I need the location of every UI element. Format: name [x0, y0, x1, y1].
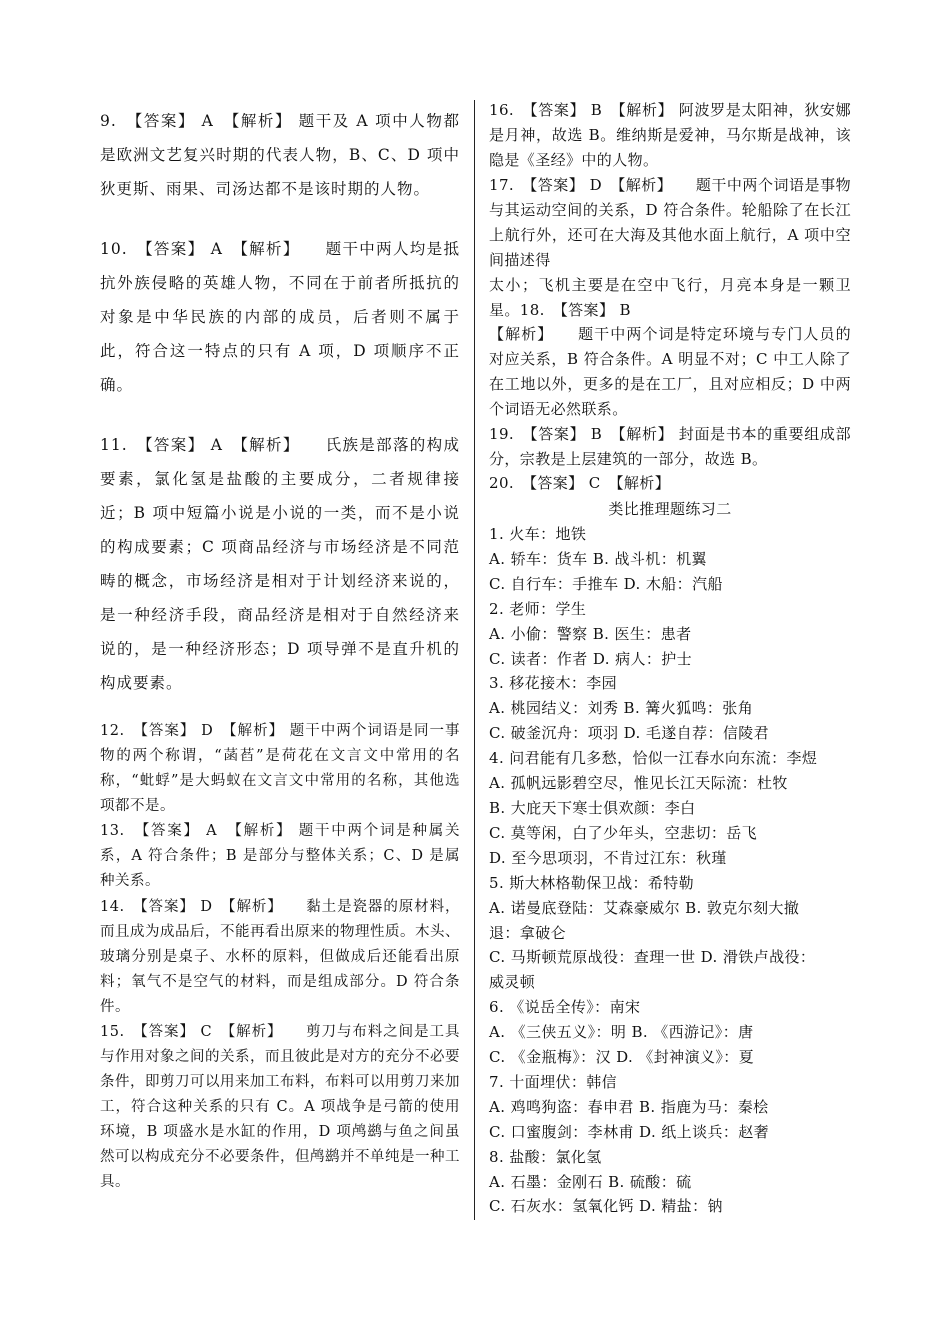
- exercise-line: 5. 斯大林格勒保卫战：希特勒: [489, 873, 695, 892]
- answer-11: 11. 【答案】 A 【解析】 氏族是部落的构成要素，氯化氢是盐酸的主要成分，二者规律接近；B 项中短篇小说是小说的一类，而不是小说的构成要素；C 项商品经济与市场经济是不同范畴的概念，市场经济是相对于计划经济来说的，是一种经济手段，商品经济是相对于自然经济来说的，是一种经济形态；D 项导弹不是直升机的构成要素。: [100, 436, 460, 692]
- exercise-line: A. 《三侠五义》：明 B. 《西游记》：唐: [489, 1023, 754, 1042]
- exercise-line: C. 石灰水：氢氧化钙 D. 精盐：钠: [489, 1197, 723, 1216]
- answer-15: 15. 【答案】 C 【解析】 剪刀与布料之间是工具与作用对象之间的关系，而且彼此是对方的充分不必要条件，即剪刀可以用来加工布料，布料可以用剪刀来加工，符合这种关系的只有 C。A 项战争是弓箭的使用环境，B 项盛水是水缸的作用，D 项鸬鹚与鱼之间虽然可以构成充分不必要条件，但鸬鹚并不单纯是一种工具。: [100, 1024, 460, 1190]
- answer-18: 【解析】 题干中两个词是特定环境与专门人员的对应关系，B 符合条件。A 明显不对；C 中工人除了在工地以外，更多的是在工厂，且对应相反；D 中两个词语无必然联系。: [489, 325, 851, 418]
- exercise-line: A. 孤帆远影碧空尽，惟见长江天际流：杜牧: [489, 774, 788, 793]
- exercise-line: A. 轿车：货车 B. 战斗机：机翼: [489, 549, 707, 568]
- answer-19: 19. 【答案】 B 【解析】 封面是书本的重要组成部分，宗教是上层建筑的一部分，故选 B。: [489, 425, 851, 468]
- answer-17: 17. 【答案】 D 【解析】 题干中两个词语是事物与其运动空间的关系，D 符合条件。轮船除了在长江上航行外，还可在大海及其他水面上航行，A 项中空间描述得: [489, 176, 851, 269]
- section-title: 类比推理题练习二: [608, 500, 732, 518]
- exercise-line: 威灵顿: [489, 973, 536, 992]
- answer-16: 16. 【答案】 B 【解析】 阿波罗是太阳神，狄安娜是月神，故选 B。维纳斯是爱神，马尔斯是战神，该隐是《圣经》中的人物。: [489, 101, 851, 169]
- answer-20: 20. 【答案】 C 【解析】: [489, 474, 671, 492]
- exercise-line: B. 大庇天下寒士俱欢颜：李白: [489, 798, 696, 817]
- exercise-line: 4. 问君能有几多愁，恰似一江春水向东流：李煜: [489, 749, 818, 768]
- exercise-line: A. 小偷：警察 B. 医生：患者: [489, 624, 692, 643]
- exercise-line: C. 《金瓶梅》：汉 D. 《封神演义》：夏: [489, 1048, 755, 1067]
- exercise-line: C. 自行车：手推车 D. 木船：汽船: [489, 574, 723, 593]
- column-divider: [474, 100, 475, 1220]
- exercise-line: 6. 《说岳全传》：南宋: [489, 998, 641, 1017]
- exercise-line: C. 读者：作者 D. 病人：护士: [489, 649, 693, 668]
- exercise-line: A. 诺曼底登陆：艾森豪威尔 B. 敦克尔刻大撤: [489, 898, 800, 917]
- exercise-line: 1. 火车：地铁: [489, 525, 587, 543]
- exercise-line: 退：拿破仑: [489, 923, 567, 942]
- exercise-line: 2. 老师：学生: [489, 599, 587, 618]
- exercise-line: C. 马斯顿荒原战役：查理一世 D. 滑铁卢战役：: [489, 948, 816, 967]
- answer-12: 12. 【答案】 D 【解析】 题干中两个词语是同一事物的两个称谓，“菡萏”是荷花在文言文中常用的名称，“蚍蜉”是大蚂蚁在文言文中常用的名称，其他选项都不是。: [100, 723, 460, 814]
- exercise-line: 3. 移花接木：李园: [489, 674, 618, 693]
- answer-13: 13. 【答案】 A 【解析】 题干中两个词是种属关系，A 符合条件；B 是部分与整体关系；C、D 是属种关系。: [100, 823, 460, 889]
- answer-9: 9. 【答案】 A 【解析】 题干及 A 项中人物都是欧洲文艺复兴时期的代表人物，B、C、D 项中狄更斯、雨果、司汤达都不是该时期的人物。: [100, 112, 460, 198]
- answer-10: 10. 【答案】 A 【解析】 题干中两人均是抵抗外族侵略的英雄人物，不同在于前者所抵抗的对象是中华民族的内部的成员，后者则不属于此，符合这一特点的只有 A 项，D 项顺序不正确。: [100, 240, 460, 394]
- exercise-line: 7. 十面埋伏：韩信: [489, 1072, 618, 1091]
- answer-14: 14. 【答案】 D 【解析】 黏土是瓷器的原材料，而且成为成品后，不能再看出原来的物理性质。木头、玻璃分别是桌子、水杯的原料，但做成后还能看出原料；氧气不是空气的材料，而是组成部分。D 符合条件。: [100, 899, 460, 1015]
- exercise-list: [489, 522, 851, 1219]
- exercise-line: C. 口蜜腹剑：李林甫 D. 纸上谈兵：赵奢: [489, 1122, 770, 1141]
- exercise-line: A. 石墨：金刚石 B. 硫酸：硫: [489, 1172, 692, 1191]
- exercise-line: C. 破釜沉舟：项羽 D. 毛遂自荐：信陵君: [489, 724, 770, 743]
- exercise-line: 8. 盐酸：氯化氢: [489, 1147, 602, 1166]
- exercise-line: A. 桃园结义：刘秀 B. 篝火狐鸣：张角: [489, 699, 754, 718]
- exercise-line: C. 莫等闲，白了少年头，空悲切：岳飞: [489, 823, 758, 842]
- answer-17-18: 太小；飞机主要是在空中飞行，月亮本身是一颗卫星。18. 【答案】 B: [489, 276, 851, 319]
- exercise-line: A. 鸡鸣狗盗：春申君 B. 指鹿为马：秦桧: [489, 1097, 769, 1116]
- exercise-line: D. 至今思项羽，不肯过江东：秋瑾: [489, 848, 727, 867]
